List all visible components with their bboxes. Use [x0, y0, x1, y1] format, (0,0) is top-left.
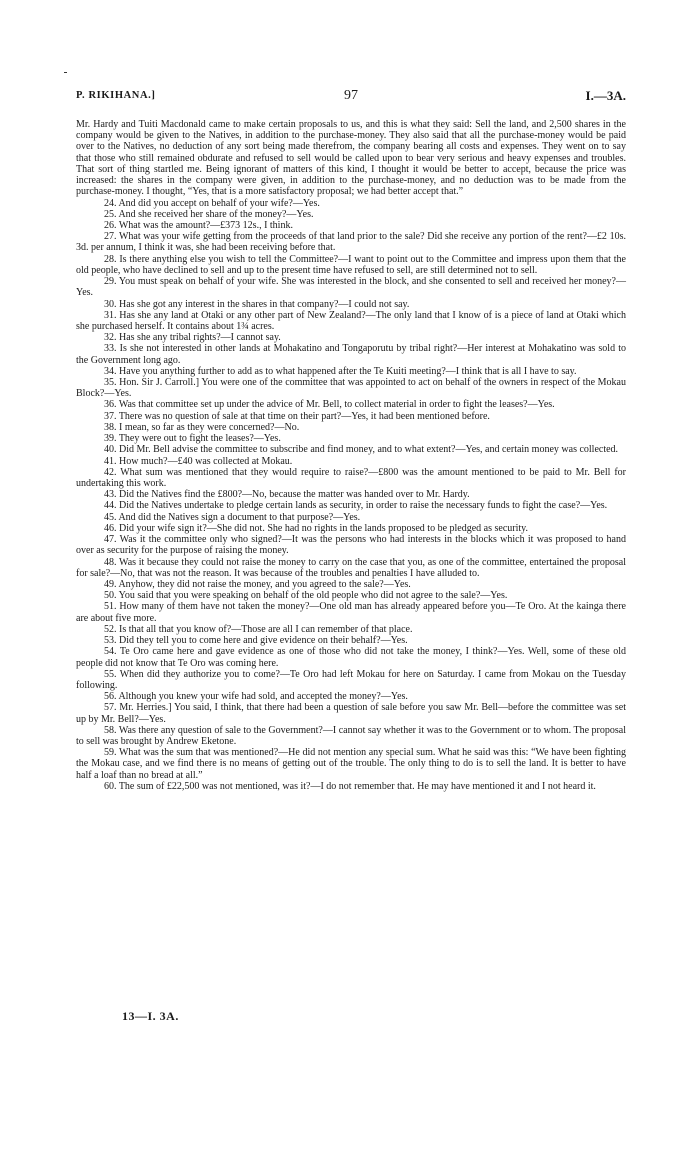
paper-reference: I.—3A.: [585, 88, 626, 103]
page-number: 97: [344, 88, 358, 103]
question-answer: 50. You said that you were speaking on behalf of the old people who did not agree to the sale?—Yes.: [104, 590, 508, 602]
question-answer: 58. Was there any question of sale to the Government?—I cannot say whether it was to the Government or to whom. The proposal to sell was brought by Andrew Eketone.: [76, 724, 626, 748]
question-answer: 55. When did they authorize you to come?—Te Oro had left Mokau for here on Saturday. I came from Mokau on the Tuesday following.: [76, 668, 626, 691]
question-answer: 44. Did the Natives undertake to pledge certain lands as security, in order to raise the necessary funds to fight the case?—Yes.: [104, 500, 608, 512]
header-witness-name: P. RIKIHANA.]: [76, 90, 156, 101]
question-answer: 26. What was the amount?—£373 12s., I think.: [104, 219, 293, 231]
question-answer: 38. I mean, so far as they were concerned?—No.: [104, 421, 300, 433]
question-answer: 31. Has she any land at Otaki or any other part of New Zealand?—The only land that I know of is a piece of land at Otaki which she purchased herself. It contains about 1¾ acres.: [76, 309, 626, 332]
page-header: [76, 88, 626, 108]
question-answer: 52. Is that all that you know of?—Those are all I can remember of that place.: [104, 623, 413, 635]
question-answer: 33. Is she not interested in other lands at Mohakatino and Tongaporutu by tribal right?—Her interest at Mohakatino was sold to the Government long ago.: [76, 343, 626, 366]
margin-mark: [64, 72, 67, 73]
question-answer: 49. Anyhow, they did not raise the money, and you agreed to the sale?—Yes.: [104, 578, 411, 590]
question-answer: 59. What was the sum that was mentioned?—He did not mention any special sum. What he said was this: “We have been fighting the Mokau case, and we find there is no means of getting out of the trouble. The only thing to do is to sell the land. It is better to have half a loaf than no bread at all.”: [76, 747, 626, 781]
question-answer: 41. How much?—£40 was collected at Mokau.: [104, 455, 293, 467]
question-answer: 32. Has she any tribal rights?—I cannot say.: [104, 332, 281, 344]
question-answer: 37. There was no question of sale at that time on their part?—Yes, it had been mentioned before.: [104, 410, 490, 422]
question-answer: 30. Has she got any interest in the shares in that company?—I could not say.: [104, 298, 410, 310]
question-answer: 54. Te Oro came here and gave evidence as one of those who did not take the money, I think?—Yes. Well, some of these old people did not know that Te Oro was coming here.: [76, 646, 626, 669]
question-answer: 47. Was it the committee only who signed?—It was the persons who had interests in the blocks which it was proposed to hand over as security for the purpose of raising the money.: [76, 534, 626, 557]
signature-mark: 13—I. 3A.: [122, 1009, 179, 1023]
question-answer: 43. Did the Natives find the £800?—No, because the matter was handed over to Mr. Hardy.: [104, 489, 470, 501]
question-answer: 42. What sum was mentioned that they would require to raise?—£800 was the amount mentioned to be paid to Mr. Bell for undertaking this work.: [76, 466, 626, 489]
question-answer: 27. What was your wife getting from the proceeds of that land prior to the sale? Did she receive any portion of the rent?—£2 10s. 3d. per annum, I think it was, she had been receiving before that.: [76, 231, 626, 254]
question-answer: 28. Is there anything else you wish to tell the Committee?—I want to point out to the Committee and impress upon them that the old people, who have declined to sell and up to the present time have refused to sell, are still determined not to sell.: [76, 253, 626, 276]
question-answer: 25. And she received her share of the money?—Yes.: [104, 208, 314, 220]
question-answer: 57. Mr. Herries.] You said, I think, that there had been a question of sale before you saw Mr. Bell—before the committee was set up by Mr. Bell?—Yes.: [76, 702, 626, 725]
question-answer: 45. And did the Natives sign a document to that purpose?—Yes.: [104, 511, 361, 523]
question-answer: 40. Did Mr. Bell advise the committee to subscribe and find money, and to what extent?—Yes, and certain money was collected.: [104, 444, 619, 456]
question-answer: 60. The sum of £22,500 was not mentioned, was it?—I do not remember that. He may have mentioned it and I not heard it.: [104, 780, 596, 792]
question-answer: 24. And did you accept on behalf of your wife?—Yes.: [104, 197, 320, 209]
question-answer: 34. Have you anything further to add as to what happened after the Te Kuiti meeting?—I think that is all I have to say.: [104, 365, 577, 377]
question-answer: 53. Did they tell you to come here and give evidence on their behalf?—Yes.: [104, 635, 408, 647]
question-answer: 51. How many of them have not taken the money?—One old man has already appeared before you—Te Oro. At the kainga there are about five more.: [76, 601, 626, 624]
question-answer: 48. Was it because they could not raise the money to carry on the case that you, as one of the committee, entertained the proposal for sale?—No, that was not the reason. It was because of the troubles and penalties I have alluded to.: [76, 556, 626, 579]
question-answer: 35. Hon. Sir J. Carroll.] You were one of the committee that was appointed to act on behalf of the owners in respect of the Mokau Block?—Yes.: [76, 377, 626, 400]
question-answer: 46. Did your wife sign it?—She did not. She had no rights in the lands proposed to be pledged as security.: [104, 522, 529, 534]
question-answer: 29. You must speak on behalf of your wife. She was interested in the block, and she consented to sell and received her money?—Yes.: [76, 276, 626, 299]
answer-continuation: Mr. Hardy and Tuiti Macdonald came to make certain proposals to us, and this is what they said: Sell the land, and 2,500 shares in the company would be given to the Natives, in addition to the purchase-money. They also said that all the purchase-money would be paid over to the Natives, no deduction of any sort being made therefrom, the company bearing all costs and expenses. They went on to say that those who still remained obdurate and refused to sell would be called upon to bear very serious and heavy expenses and troubles. That sort of thing startled me. Being ignorant of matters of this kind, I thought it would be better to accept, because the price was increased: the shares in the company were given, in addition to the purchase-money, and no deduction was to be made from the purchase-money. I thought, “Yes, that is a more satisfactory proposal; we had better accept that.”: [76, 119, 626, 198]
question-answer: 39. They were out to fight the leases?—Yes.: [104, 433, 281, 445]
question-answer: 36. Was that committee set up under the advice of Mr. Bell, to collect material in order to fight the leases?—Yes.: [104, 399, 555, 411]
minutes-of-evidence: [76, 119, 626, 792]
question-answer: 56. Although you knew your wife had sold, and accepted the money?—Yes.: [104, 691, 408, 703]
